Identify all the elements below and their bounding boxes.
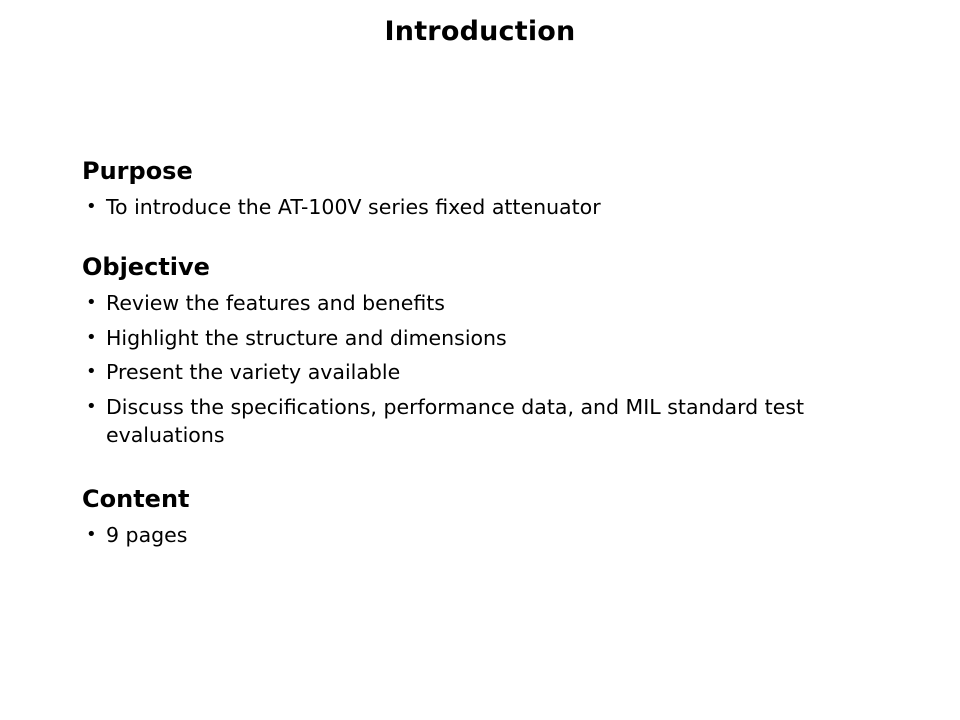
slide-body	[82, 158, 902, 556]
list-item: • Present the variety available	[82, 359, 902, 387]
section-content	[82, 486, 902, 549]
section-heading-content: Content	[82, 485, 190, 514]
section-heading-objective: Objective	[82, 253, 210, 282]
list-item: • Discuss the specifications, performance data, and MIL standard test evaluations	[82, 394, 902, 449]
list-item: • Review the features and benefits	[82, 290, 902, 318]
spacer-purpose-objective	[82, 228, 902, 254]
bullet-list-objective	[82, 290, 902, 449]
bullet-list-content	[82, 522, 902, 550]
section-heading-purpose: Purpose	[82, 157, 193, 185]
list-item: • 9 pages	[82, 522, 902, 550]
bullet-list-purpose	[82, 194, 902, 222]
section-purpose	[82, 158, 902, 221]
list-item: • Highlight the structure and dimensions	[82, 325, 902, 353]
spacer-objective-content	[82, 456, 902, 486]
page-title: Introduction	[384, 16, 576, 47]
section-objective	[82, 254, 902, 449]
list-item: • To introduce the AT-100V series fixed attenuator	[82, 194, 902, 222]
